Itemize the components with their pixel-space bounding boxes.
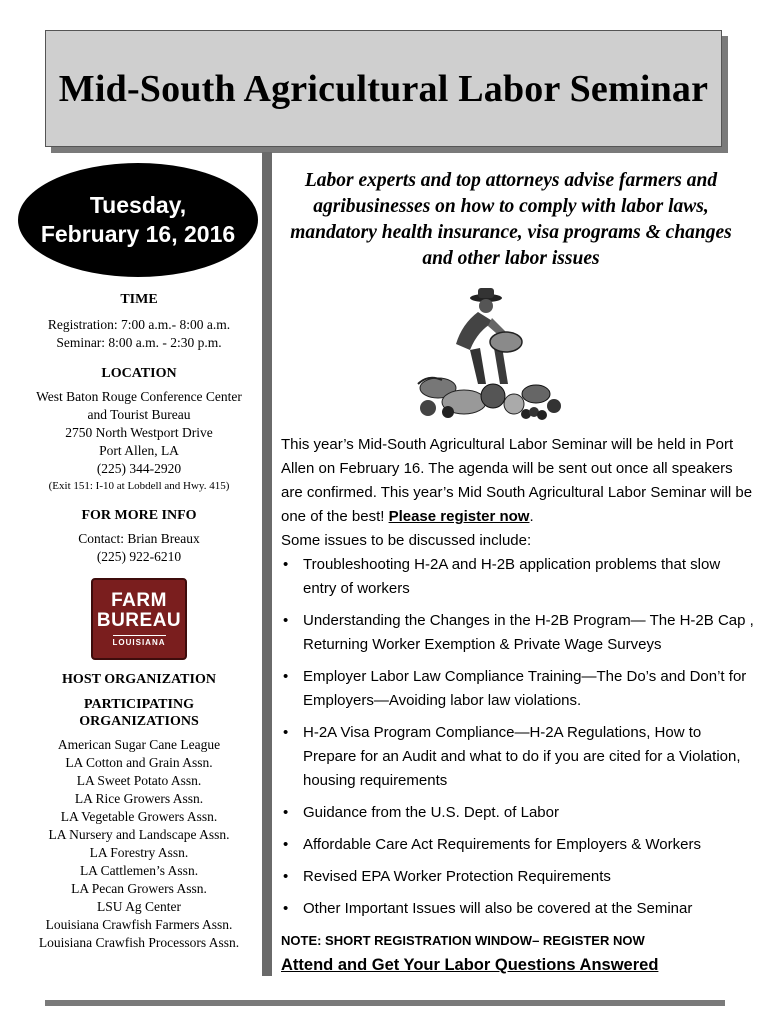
seminar-time: Seminar: 8:00 a.m. - 2:30 p.m.	[56, 335, 222, 350]
headline: Labor experts and top attorneys advise farmers and agribusinesses on how to comply with labor laws, mandatory health insurance, visa programs & changes and other labor issues	[290, 170, 732, 269]
host-heading: HOST ORGANIZATION	[62, 672, 216, 687]
location-line: and Tourist Bureau	[87, 407, 191, 422]
logo-text-louisiana: LOUISIANA	[113, 635, 166, 647]
issue-item	[281, 609, 757, 657]
bullet-icon: •	[283, 836, 289, 853]
location-line: (225) 344-2920	[96, 461, 182, 476]
sidebar-info	[18, 292, 260, 952]
date-day: Tuesday,	[89, 192, 187, 218]
bullet-icon: •	[283, 556, 289, 573]
issue-text: Other Important Issues will also be covered at the Seminar	[303, 900, 693, 917]
issue-item	[281, 801, 757, 825]
time-heading: TIME	[120, 292, 158, 307]
issues-lead: Some issues to be discussed include:	[281, 532, 532, 549]
contact-phone: (225) 922-6210	[96, 549, 182, 564]
organization-item: American Sugar Cane League	[57, 737, 221, 752]
registration-note: NOTE: SHORT REGISTRATION WINDOW– REGISTER NOW	[281, 933, 645, 948]
issue-item	[281, 865, 757, 889]
issue-item	[281, 665, 757, 713]
intro-text: This year’s Mid-South Agricultural Labor Seminar will be held in Port Allen on February 16. The agenda will be sent out once all speakers are confirmed. This year’s Mid South Agricultural Labor Seminar will be one of the best!	[281, 436, 753, 525]
bullet-icon: •	[283, 612, 289, 629]
bullet-icon: •	[283, 804, 289, 821]
issues-list	[281, 553, 757, 921]
participating-heading: PARTICIPATING ORGANIZATIONS	[79, 697, 199, 729]
register-link[interactable]: Please register now	[388, 508, 530, 525]
date-full: February 16, 2016	[40, 221, 236, 247]
bottom-divider	[45, 1000, 725, 1006]
organization-item: LA Rice Growers Assn.	[74, 791, 204, 806]
organization-item: LA Sweet Potato Assn.	[76, 773, 202, 788]
logo-text-bureau: BUREAU	[96, 610, 182, 631]
location-address	[18, 388, 260, 494]
organization-item: LA Forestry Assn.	[89, 845, 189, 860]
location-line: West Baton Rouge Conference Center	[36, 389, 242, 404]
intro-after: .	[529, 508, 534, 525]
issue-item	[281, 721, 757, 793]
issue-item	[281, 553, 757, 601]
farmer-harvest-illustration	[408, 284, 568, 424]
issue-text: H-2A Visa Program Compliance—H-2A Regulations, How to Prepare for an Audit and what to do if you are cited for a Violation, housing requirements	[303, 724, 741, 789]
bullet-icon: •	[283, 724, 289, 741]
issue-text: Affordable Care Act Requirements for Employers & Workers	[303, 836, 701, 853]
organization-list	[18, 736, 260, 952]
organization-item: Louisiana Crawfish Farmers Assn.	[45, 917, 233, 932]
bullet-icon: •	[283, 900, 289, 917]
organization-item: LA Nursery and Landscape Assn.	[48, 827, 230, 842]
issue-text: Guidance from the U.S. Dept. of Labor	[303, 804, 559, 821]
organization-item: LA Pecan Growers Assn.	[71, 881, 207, 896]
issue-item	[281, 897, 757, 921]
issue-text: Employer Labor Law Compliance Training—The Do’s and Don’t for Employers—Avoiding labor law violations.	[303, 668, 747, 709]
issue-text: Revised EPA Worker Protection Requirements	[303, 868, 611, 885]
location-line: Port Allen, LA	[99, 443, 179, 458]
contact-name: Contact: Brian Breaux	[78, 531, 200, 546]
vertical-divider	[262, 152, 272, 976]
organization-item: LA Vegetable Growers Assn.	[60, 809, 218, 824]
title-banner	[45, 30, 722, 147]
location-heading: LOCATION	[101, 366, 177, 381]
main-content	[281, 433, 757, 977]
registration-time: Registration: 7:00 a.m.- 8:00 a.m.	[47, 317, 231, 332]
logo-text-farm: FARM	[111, 590, 167, 611]
attend-callout: Attend and Get Your Labor Questions Answered	[281, 956, 659, 974]
date-badge	[18, 163, 258, 277]
farm-bureau-logo	[91, 578, 187, 660]
location-line: 2750 North Westport Drive	[65, 425, 213, 440]
bullet-icon: •	[283, 668, 289, 685]
location-exit: (Exit 151: I-10 at Lobdell and Hwy. 415)	[48, 480, 230, 492]
organization-item: LA Cotton and Grain Assn.	[65, 755, 213, 770]
organization-item: Louisiana Crawfish Processors Assn.	[38, 935, 240, 950]
more-info-heading: FOR MORE INFO	[81, 508, 197, 523]
intro-paragraph	[281, 433, 757, 529]
issue-text: Understanding the Changes in the H-2B Program— The H-2B Cap , Returning Worker Exemption & Private Wage Surveys	[303, 612, 754, 653]
organization-item: LA Cattlemen’s Assn.	[79, 863, 199, 878]
page-title: Mid-South Agricultural Labor Seminar	[58, 67, 709, 110]
issue-item	[281, 833, 757, 857]
bullet-icon: •	[283, 868, 289, 885]
issue-text: Troubleshooting H-2A and H-2B application problems that slow entry of workers	[303, 556, 721, 597]
organization-item: LSU Ag Center	[97, 899, 181, 914]
